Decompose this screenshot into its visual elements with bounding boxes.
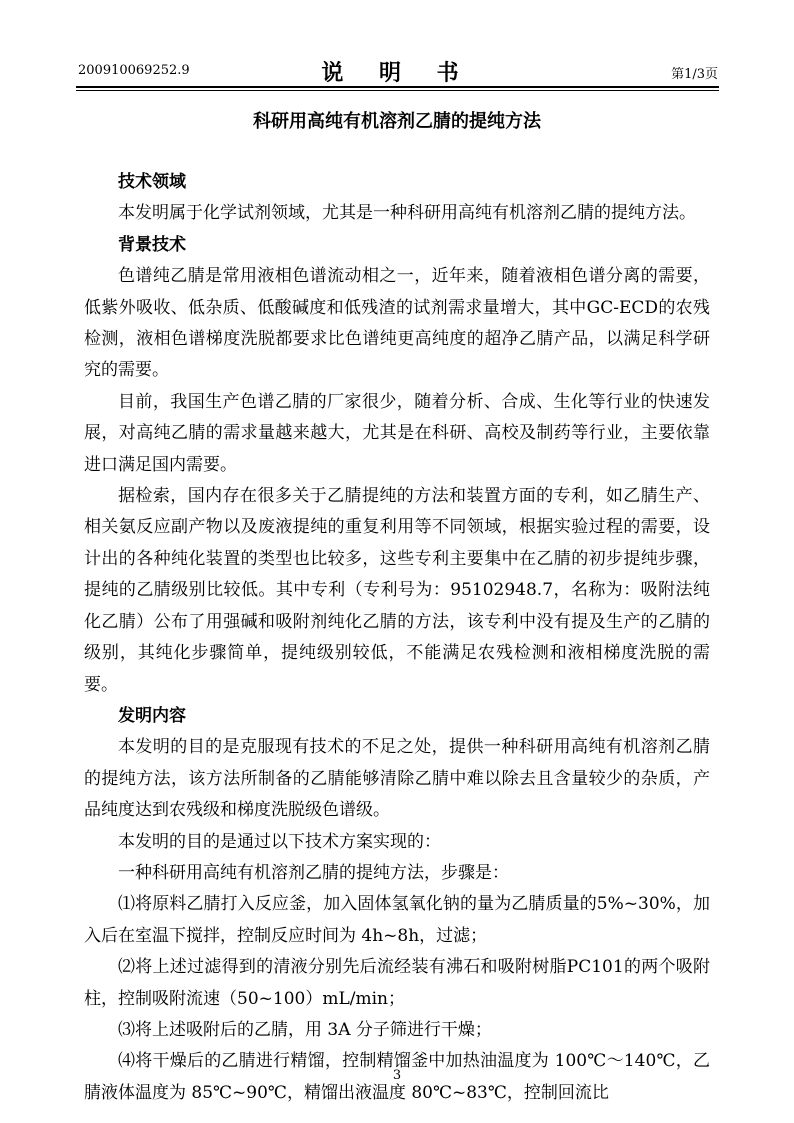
step-3: ⑶将上述吸附后的乙腈，用 3A 分子筛进行干燥；	[118, 1019, 492, 1040]
document-type-heading: 说 明 书	[321, 60, 473, 86]
header-rule-thick	[76, 86, 719, 88]
step-4: ⑷将干燥后的乙腈进行精馏，控制精馏釜中加热油温度为 100℃～140℃，乙腈液体温度为 85℃~90℃，精馏出液温度 80℃~83℃，控制回流比	[84, 1051, 710, 1103]
paragraph: 一种科研用高纯有机溶剂乙腈的提纯方法，步骤是：	[118, 862, 509, 883]
document-body	[84, 167, 710, 1109]
document-title: 科研用高纯有机溶剂乙腈的提纯方法	[253, 111, 541, 132]
paragraph: 本发明的目的是克服现有技术的不足之处，提供一种科研用高纯有机溶剂乙腈的提纯方法，该方法所制备的乙腈能够清除乙腈中难以除去且含量较少的杂质，产品纯度达到农残级和梯度洗脱级色谱级。	[84, 737, 710, 821]
page-indicator: 第1/3页	[671, 67, 718, 82]
paragraph: 据检索，国内存在很多关于乙腈提纯的方法和装置方面的专利，如乙腈生产、相关氨反应副产物以及废液提纯的重复利用等不同领域，根据实验过程的需要，设计出的各种纯化装置的类型也比较多，这些专利主要集中在乙腈的初步提纯步骤，提纯的乙腈级别比较低。其中专利（专利号为：95102948.7，名称为：吸附法纯化乙腈）公布了用强碱和吸附剂纯化乙腈的方法，该专利中没有提及生产的乙腈的级别，其纯化步骤简单，提纯级别较低，不能满足农残检测和液相梯度洗脱的需要。	[84, 486, 710, 695]
application-number: 200910069252.9	[78, 63, 190, 78]
page-number: 3	[392, 1068, 402, 1083]
section-heading-content: 发明内容	[118, 705, 186, 726]
step-2: ⑵将上述过滤得到的清液分别先后流经装有沸石和吸附树脂PC101的两个吸附柱，控制吸附流速（50~100）mL/min；	[84, 957, 710, 1009]
step-1: ⑴将原料乙腈打入反应釜，加入固体氢氧化钠的量为乙腈质量的5%~30%，加入后在室温下搅拌，控制反应时间为 4h~8h，过滤；	[84, 894, 710, 946]
section-heading-field: 技术领域	[118, 172, 186, 192]
section-heading-background: 背景技术	[118, 234, 186, 255]
header-rule-thin	[76, 90, 719, 91]
paragraph: 目前，我国生产色谱乙腈的厂家很少，随着分析、合成、生化等行业的快速发展，对高纯乙腈的需求量越来越大，尤其是在科研、高校及制药等行业，主要依靠进口满足国内需要。	[84, 391, 710, 475]
paragraph: 本发明的目的是通过以下技术方案实现的：	[118, 831, 441, 852]
paragraph: 本发明属于化学试剂领域，尤其是一种科研用高纯有机溶剂乙腈的提纯方法。	[118, 203, 696, 224]
paragraph: 色谱纯乙腈是常用液相色谱流动相之一，近年来，随着液相色谱分离的需要，低紫外吸收、低杂质、低酸碱度和低残渣的试剂需求量增大，其中GC-ECD的农残检测，液相色谱梯度洗脱都要求比色谱纯更高纯度的超净乙腈产品，以满足科学研究的需要。	[84, 266, 710, 381]
